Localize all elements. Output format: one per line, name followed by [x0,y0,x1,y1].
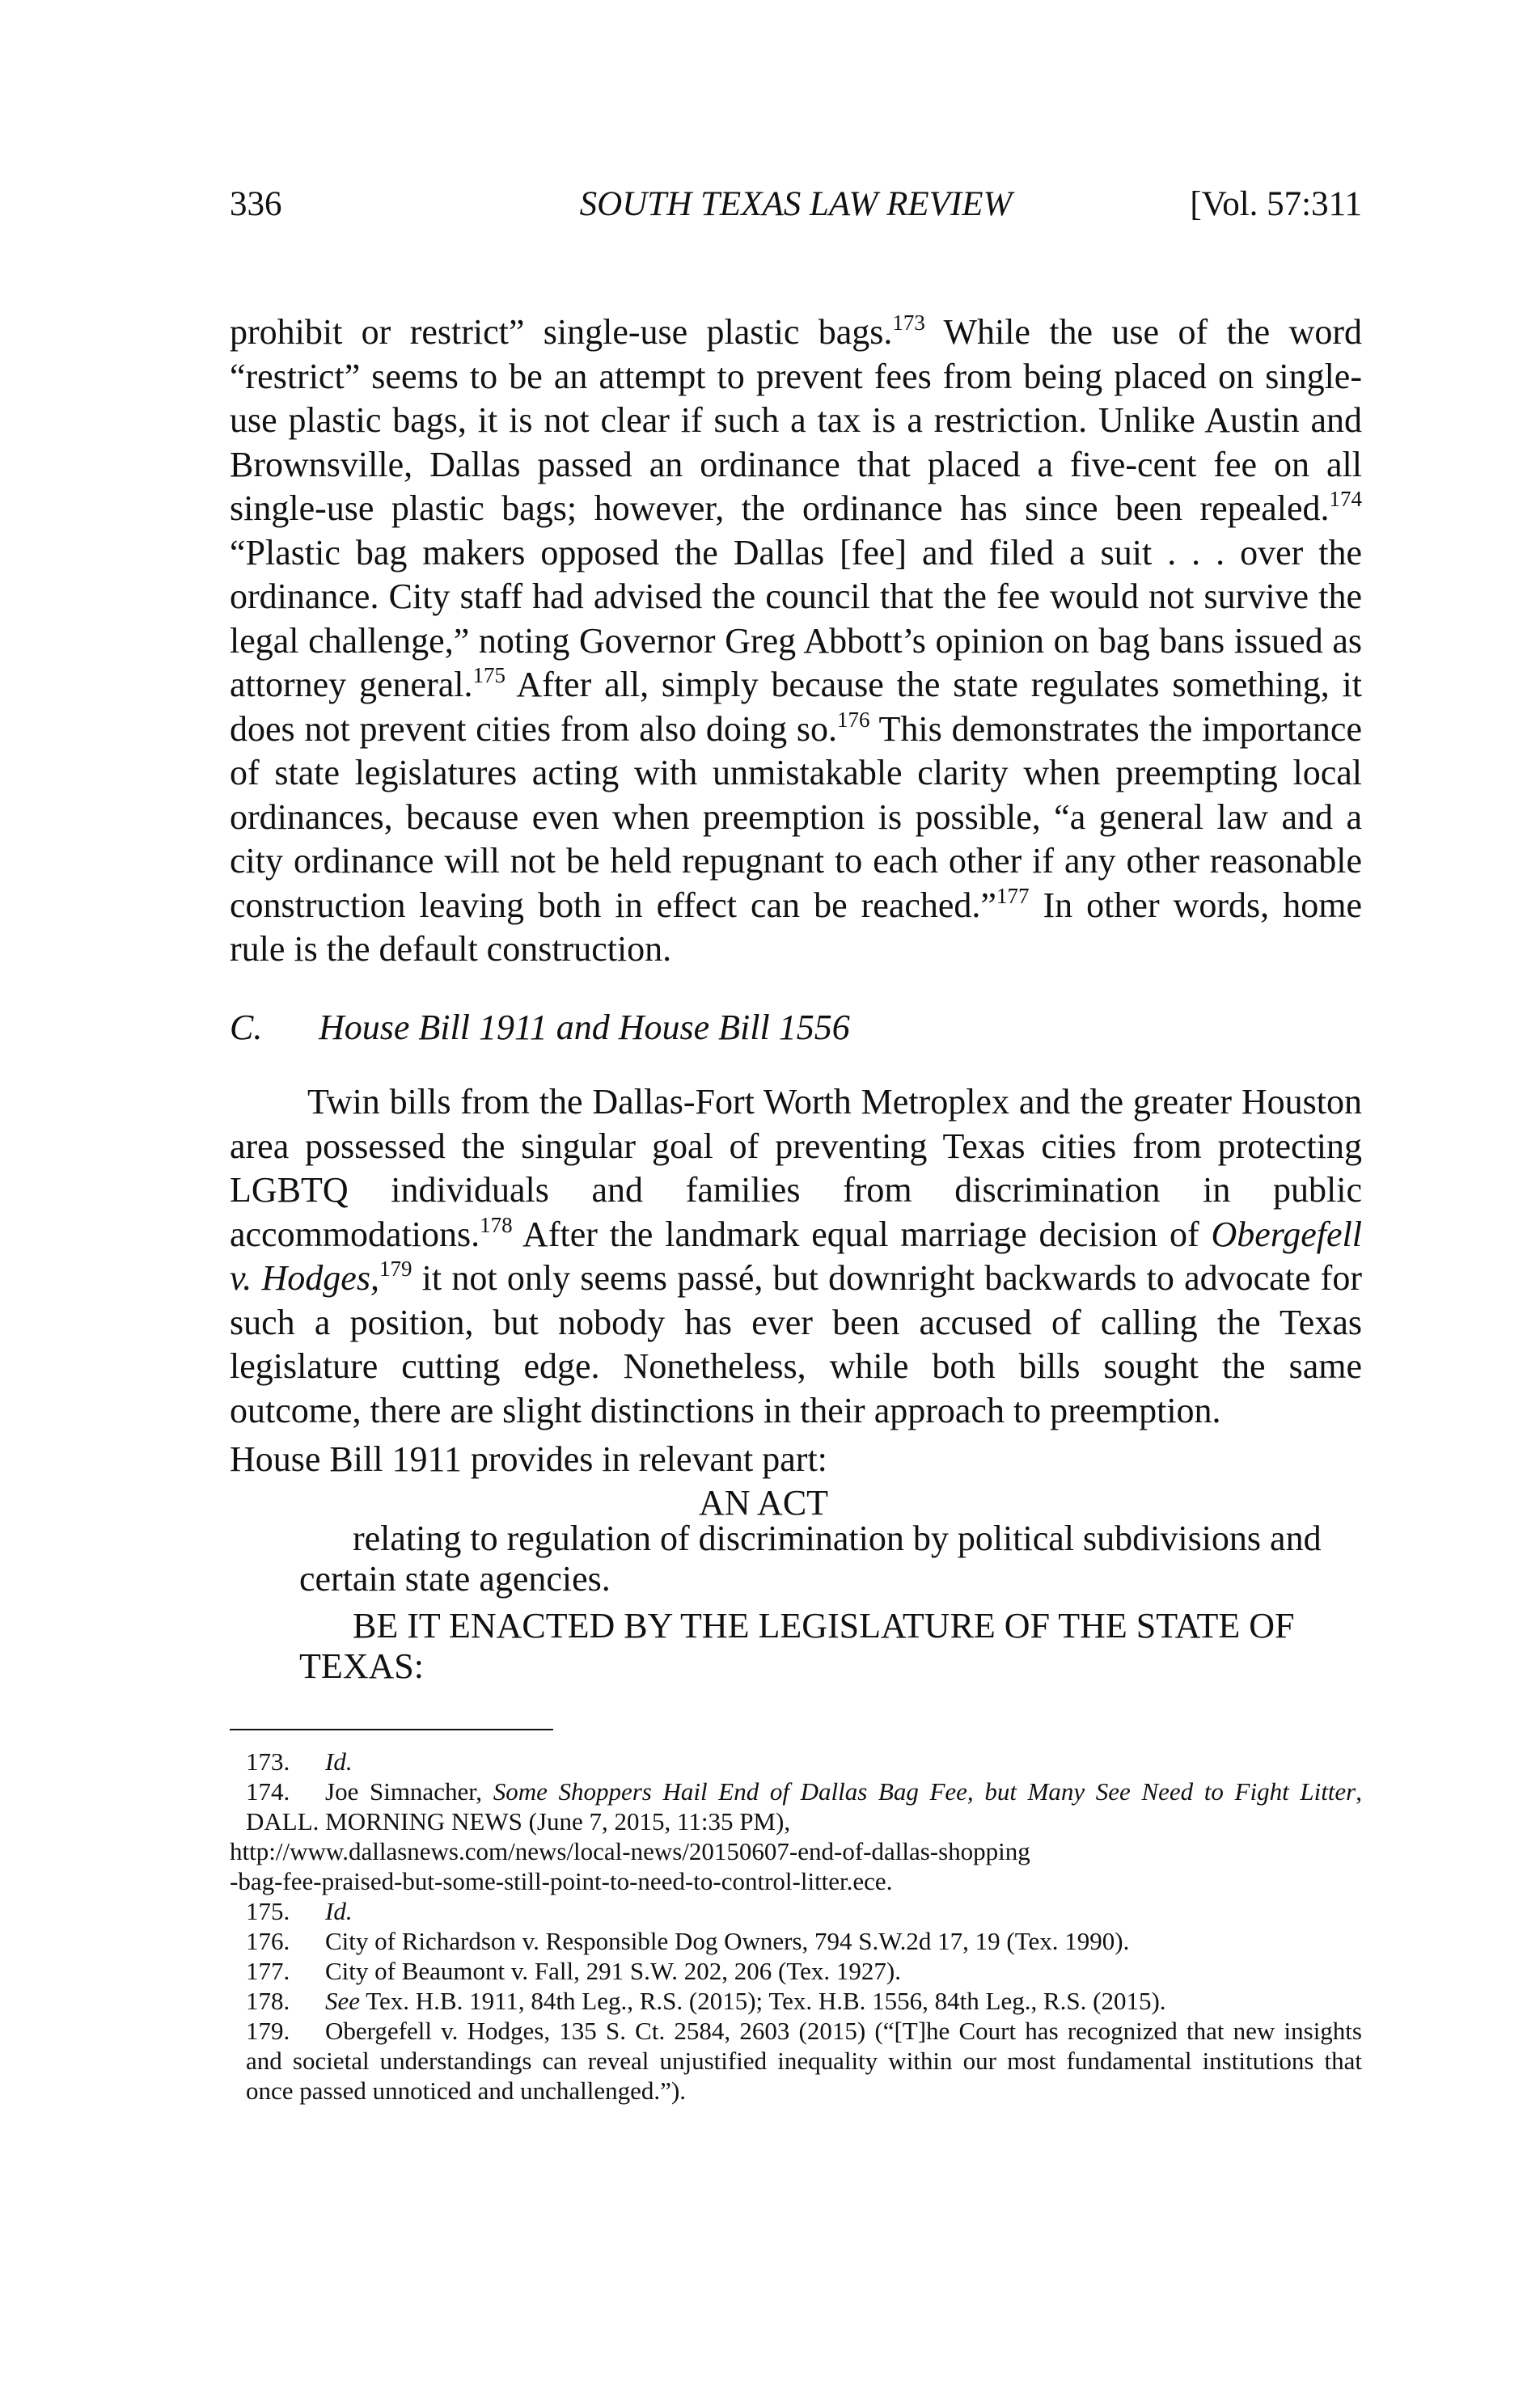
section-label: C. [230,1008,263,1047]
text-run: This demonstrates the importance of state legislatures acting with unmistakable clarity when preempting local ordinances, because even when preemption is possible, “a general law and a city ordinance will not be held repugnant to each other if any other reasonable construction leaving both in effect can be reached.” [230,708,1362,925]
footnote-text: City of Beaumont v. Fall, 291 S.W. 202, 206 (Tex. 1927). [325,1957,901,1985]
footnote-ref-177[interactable]: 177 [996,883,1030,908]
footnote-signal: See [325,1987,361,2015]
journal-title: SOUTH TEXAS LAW REVIEW [579,185,1013,223]
running-header [230,184,1362,233]
footnote-176 [230,1926,1362,1956]
text-run: “Plastic bag makers opposed the Dallas [fee] and filed a suit . . . over the ordinance. City staff had advised the council that the fee would not survive the legal challenge,” noting Governor Greg Abbott’s opinion on bag bans issued as attorney general. [230,532,1362,704]
footnote-178 [230,1986,1362,2016]
footnote-text: Id. [325,1747,353,1776]
footnote-number: 176. [246,1927,290,1955]
footnote-177 [230,1956,1362,1986]
footnote-source: , DALL. MORNING NEWS (June 7, 2015, 11:35 PM), [246,1777,1362,1836]
case-name: Obergefell v. Hodges, [230,1214,1362,1298]
footnote-number: 178. [246,1987,290,2015]
act-title: AN ACT [698,1483,829,1523]
text-run: While the use of the word “restrict” seems to be an attempt to prevent fees from being placed on single-use plastic bags, it is not clear if such a tax is a restriction. Unlike Austin and Brownsville, Dallas passed an ordinance that placed a five-cent fee on all single-use plastic bags; however, the ordinance has since been repealed. [230,312,1362,528]
footnote-number: 173. [246,1747,290,1776]
footnote-175 [230,1896,1362,1926]
footnote-ref-179[interactable]: 179 [379,1257,412,1281]
footnotes [230,1747,1362,2106]
footnote-text: Id. [325,1897,353,1925]
enacting-clause: BE IT ENACTED BY THE LEGISLATURE OF THE STATE OF TEXAS: [299,1606,1295,1686]
page-number: 336 [230,185,282,223]
section-heading [230,1007,850,1048]
text-run: After all, simply because the state regulates something, it does not prevent cities from also doing so. [230,665,1363,749]
footnote-173 [230,1747,1362,1776]
footnote-179 [230,2016,1362,2106]
footnote-number: 175. [246,1897,290,1925]
act-caption: relating to regulation of discrimination by political subdivisions and certain state agencies. [299,1519,1322,1599]
footnote-ref-176[interactable]: 176 [837,707,870,732]
footnote-ref-173[interactable]: 173 [892,311,925,335]
footnote-url-line-1[interactable]: http://www.dallasnews.com/news/local-news/20150607-end-of-dallas-shopping [230,1837,1030,1865]
footnote-text: Tex. H.B. 1911, 84th Leg., R.S. (2015); Tex. H.B. 1556, 84th Leg., R.S. (2015). [360,1987,1166,2015]
footnote-number: 179. [246,2017,290,2045]
footnote-author: Joe Simnacher, [325,1777,493,1806]
footnote-174 [230,1776,1362,1836]
text-run: In other words, home rule is the default construction. [230,885,1362,969]
footnote-ref-175[interactable]: 175 [472,663,505,687]
text-run: prohibit or restrict” single-use plastic bags. [230,312,893,352]
footnote-ref-178[interactable]: 178 [480,1212,513,1237]
text-run: After the landmark equal marriage decision of [512,1214,1212,1254]
footnote-number: 174. [246,1777,290,1806]
body-paragraph-2 [230,1080,1362,1433]
footnote-divider [230,1729,553,1730]
section-title: House Bill 1911 and House Bill 1556 [319,1008,850,1047]
footnote-text: Obergefell v. Hodges, 135 S. Ct. 2584, 2603 (2015) (“[T]he Court has recognized that new insights and societal understandings can reveal unjustified inequality within our most fundamental institutions that once passed unnoticed and unchallenged.”). [246,2017,1362,2105]
text-run: Twin bills from the Dallas-Fort Worth Metroplex and the greater Houston area possessed the singular goal of preventing Texas cities from protecting LGBTQ individuals and families from discrimination in public accommodations. [230,1082,1362,1254]
footnote-article-title: Some Shoppers Hail End of Dallas Bag Fee, but Many See Need to Fight Litter [493,1777,1356,1806]
text-run: it not only seems passé, but downright backwards to advocate for such a position, but nobody has ever been accused of calling the Texas legislature cutting edge. Nonetheless, while both bills sought the same outcome, there are slight distinctions in their approach to preemption. [230,1258,1362,1430]
footnote-ref-174[interactable]: 174 [1329,487,1362,511]
body-paragraph-1 [230,311,1362,972]
footnote-url-line-2[interactable]: -bag-fee-praised-but-some-still-point-to-need-to-control-litter.ece. [230,1867,893,1895]
bill-intro: House Bill 1911 provides in relevant part: [230,1439,827,1479]
footnote-text: City of Richardson v. Responsible Dog Owners, 794 S.W.2d 17, 19 (Tex. 1990). [325,1927,1130,1955]
footnote-number: 177. [246,1957,290,1985]
volume-citation: [Vol. 57:311 [1190,185,1362,223]
